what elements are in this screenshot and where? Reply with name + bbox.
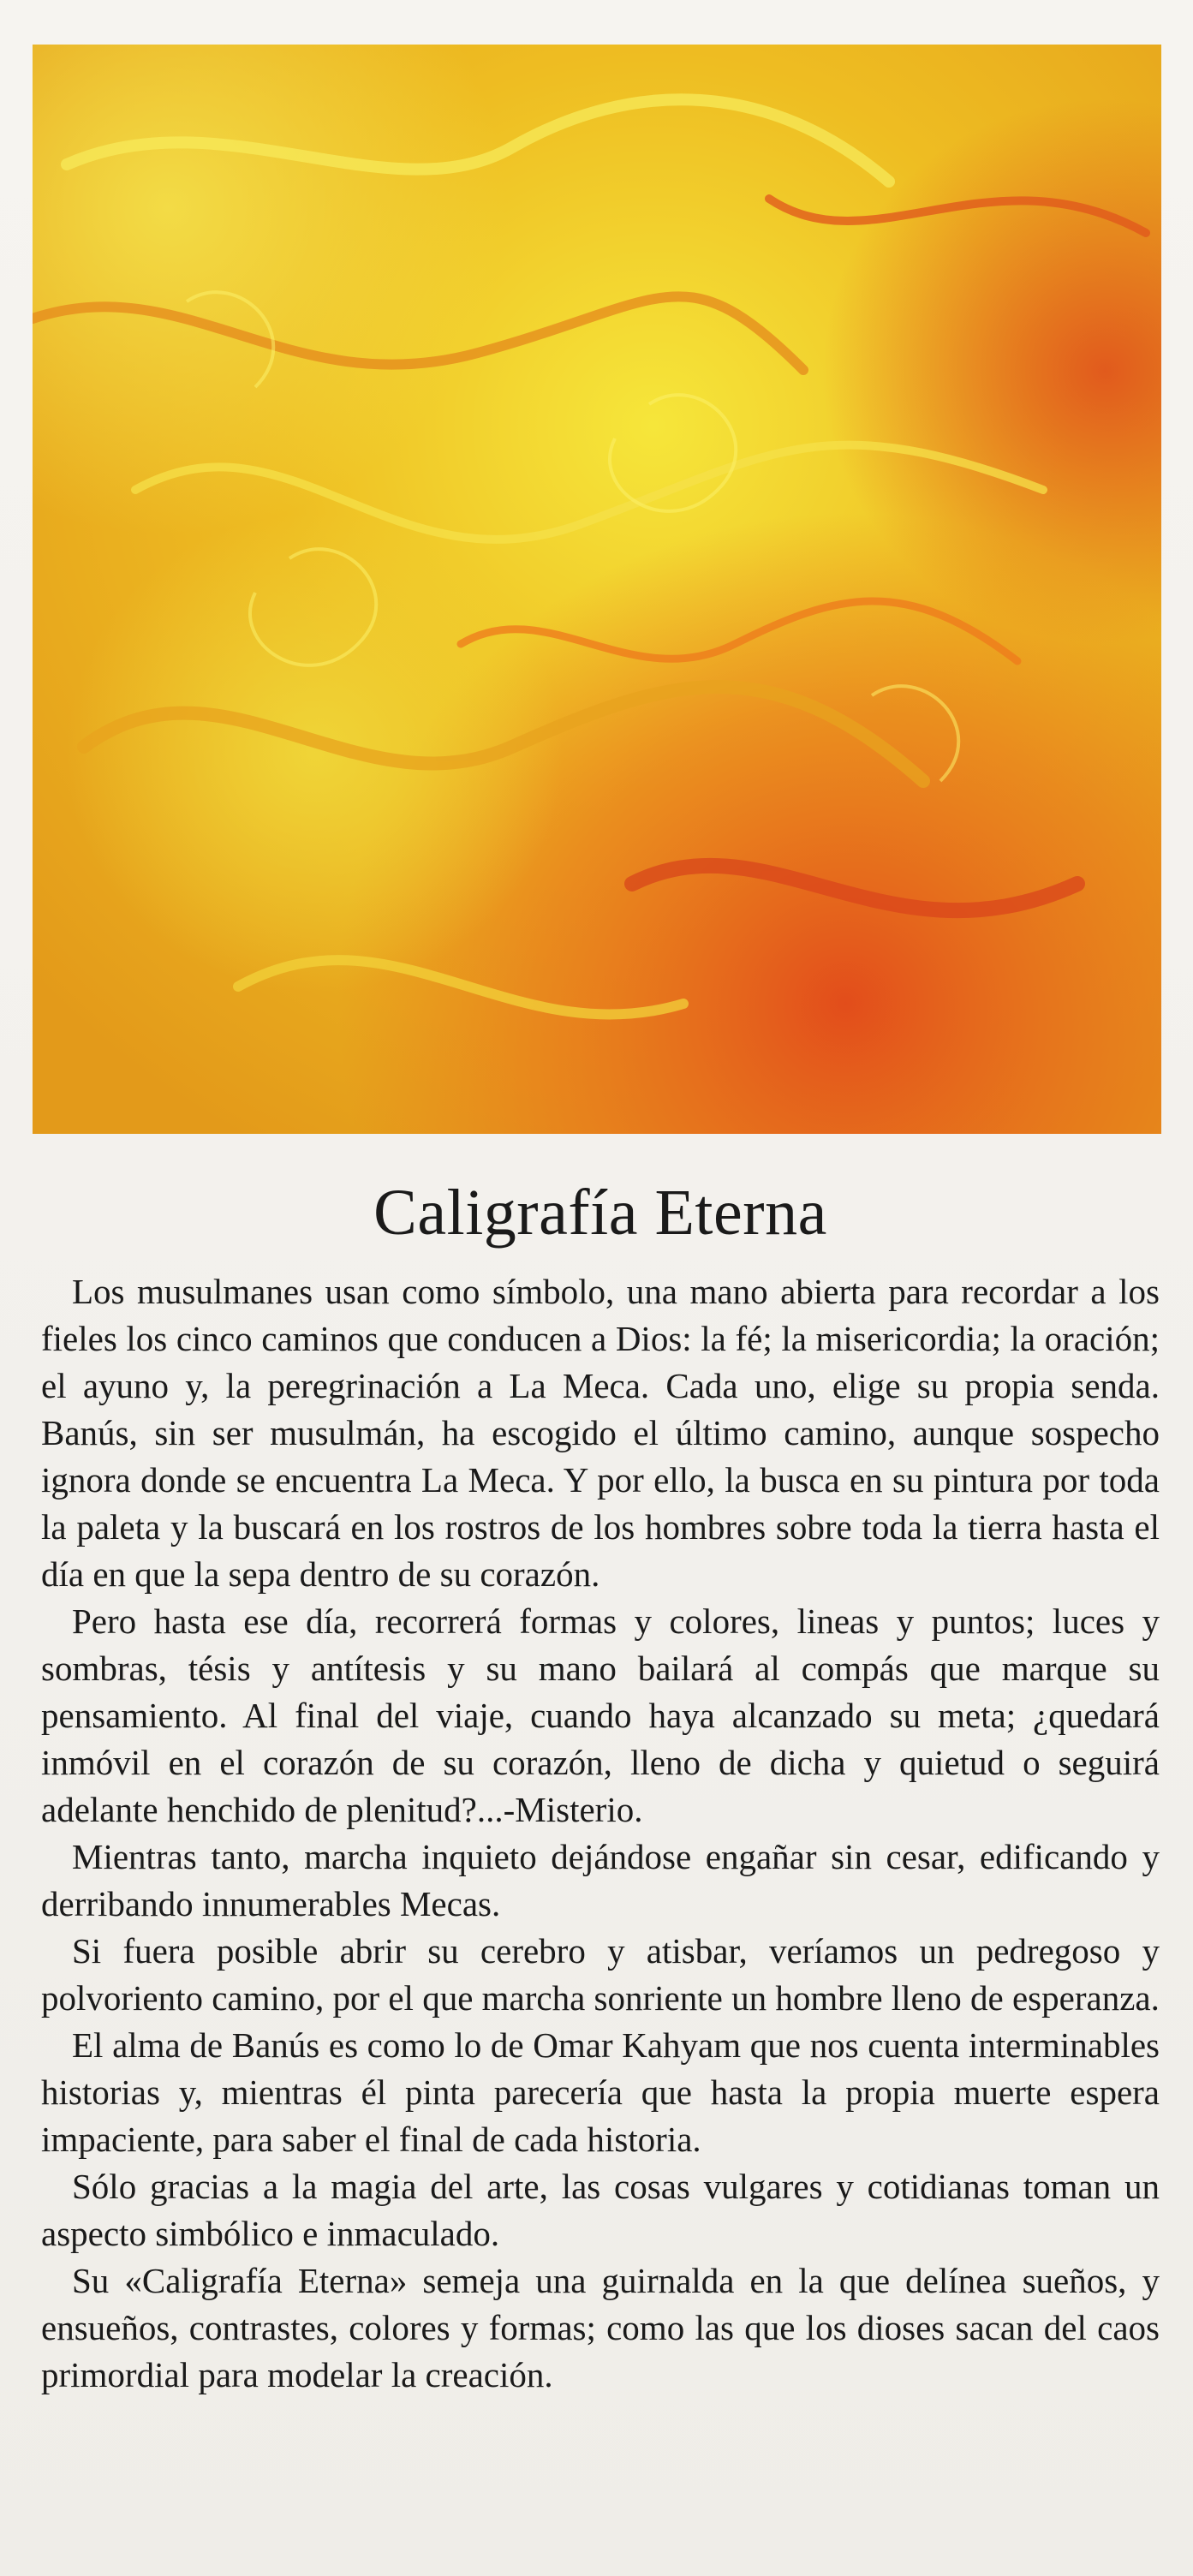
article-paragraph: Pero hasta ese día, recorrerá formas y colores, lineas y puntos; luces y sombras, tésis y antítesis y su mano bailará al compás que marque su pensamiento. Al final del viaje, cuando haya alcanzado su meta; ¿quedará inmóvil en el corazón de su corazón, lleno de dicha y quietud o seguirá adelante henchido de plenitud?...-Misterio. [41, 1601, 1160, 1829]
article-paragraph: Sólo gracias a la magia del arte, las cosas vulgares y cotidianas toman un aspecto simbólico e inmaculado. [41, 2166, 1160, 2253]
article-title: Caligrafía Eterna [373, 1177, 827, 1249]
article-paragraph: Su «Caligrafía Eterna» semeja una guirnalda en la que delínea sueños, y ensueños, contrastes, colores y formas; como las que los dioses sacan del caos primordial para modelar la creación. [41, 2260, 1160, 2394]
article [41, 1178, 1160, 2399]
abstract-painting-image [33, 45, 1161, 1134]
article-paragraph: El alma de Banús es como lo de Omar Kahyam que nos cuenta interminables historias y, mientras él pinta parecería que hasta la propia muerte espera impaciente, para saber el final de cada historia. [41, 2024, 1160, 2159]
article-paragraph: Mientras tanto, marcha inquieto dejándose engañar sin cesar, edificando y derribando innumerables Mecas. [41, 1836, 1160, 1923]
article-paragraph: Si fuera posible abrir su cerebro y atisbar, veríamos un pedregoso y polvoriento camino, por el que marcha sonriente un hombre lleno de esperanza. [41, 1930, 1160, 2018]
article-paragraph: Los musulmanes usan como símbolo, una mano abierta para recordar a los fieles los cinco caminos que conducen a Dios: la fé; la misericordia; la oración; el ayuno y, la peregrinación a La Meca. Cada uno, elige su propia senda. Banús, sin ser musulmán, ha escogido el último camino, aunque sospecho ignora donde se encuentra La Meca. Y por ello, la busca en su pintura por toda la paleta y la buscará en los rostros de los hombres sobre toda la tierra hasta el día en que la sepa dentro de su corazón. [41, 1271, 1160, 1594]
